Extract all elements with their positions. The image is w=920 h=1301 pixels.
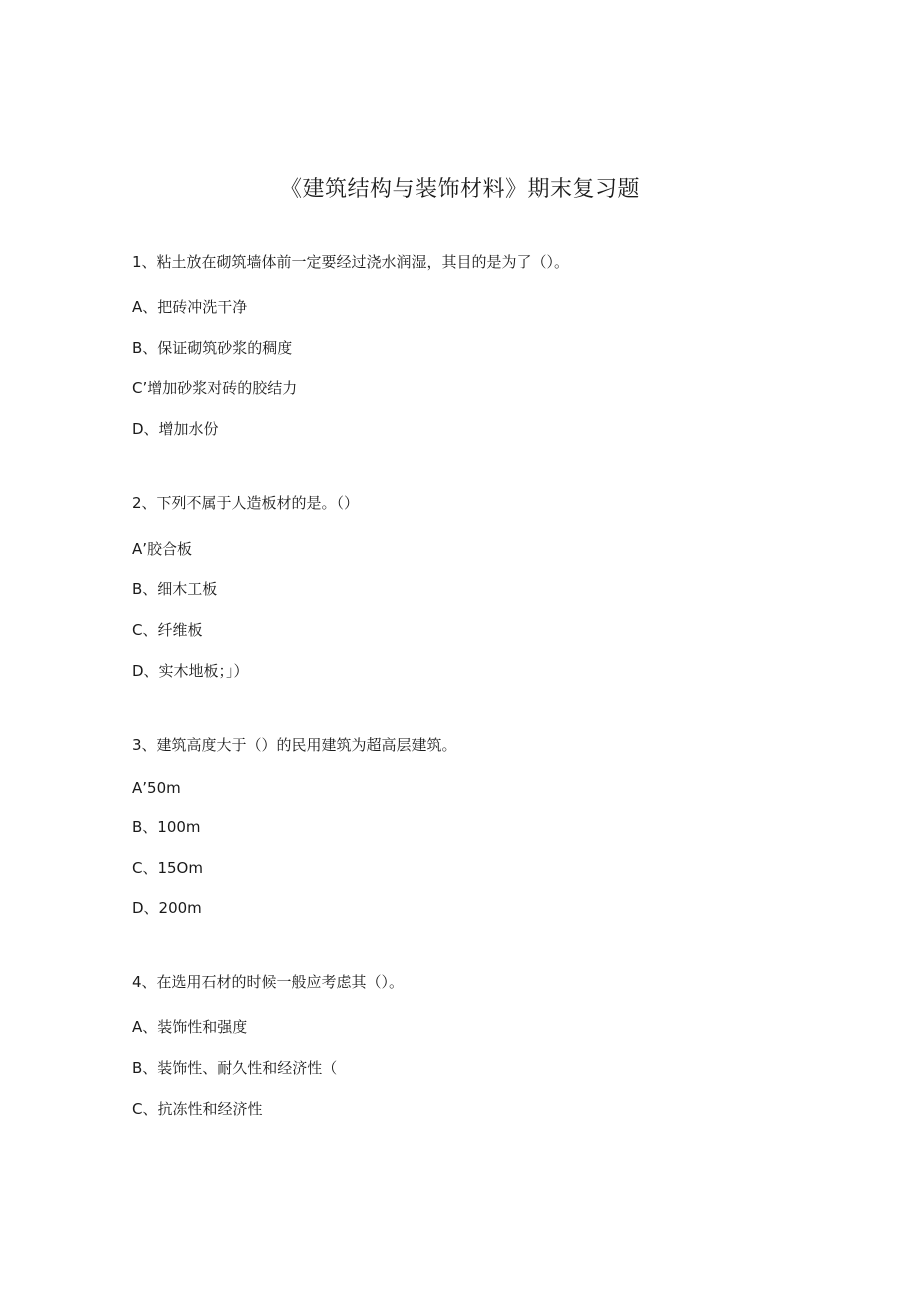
question-3-option-c: C、15Om xyxy=(132,859,203,877)
question-1-option-b: B、保证砌筑砂浆的稠度 xyxy=(132,339,293,357)
question-2-option-d: D、实木地板；」） xyxy=(132,662,249,680)
question-4-option-a: A、装饰性和强度 xyxy=(132,1018,248,1036)
question-3-option-d: D、200m xyxy=(132,899,202,917)
page-title: 《建筑结构与装饰材料》期末复习题 xyxy=(279,177,640,202)
question-2-option-c: C、纤维板 xyxy=(132,621,203,639)
question-1-stem: 1、粘土放在砌筑墙体前一定要经过浇水润湿，其目的是为了（）。 xyxy=(132,253,570,271)
question-2-option-b: B、细木工板 xyxy=(132,580,218,598)
question-4-option-c: C、抗冻性和经济性 xyxy=(132,1100,263,1118)
question-3-option-a: A’50m xyxy=(132,779,181,797)
question-3-option-b: B、100m xyxy=(132,818,201,836)
question-4-stem: 4、在选用石材的时候一般应考虑其（）。 xyxy=(132,973,405,991)
question-2-stem: 2、下列不属于人造板材的是。（） xyxy=(132,494,360,512)
question-1-option-d: D、增加水份 xyxy=(132,420,219,438)
question-1-option-c: C’增加砂浆对砖的胶结力 xyxy=(132,379,298,397)
question-1-option-a: A、把砖冲洗干净 xyxy=(132,298,248,316)
question-3-stem: 3、建筑高度大于（）的民用建筑为超高层建筑。 xyxy=(132,736,457,754)
question-4-option-b: B、装饰性、耐久性和经济性（ xyxy=(132,1059,338,1077)
question-2-option-a: A’胶合板 xyxy=(132,540,193,558)
